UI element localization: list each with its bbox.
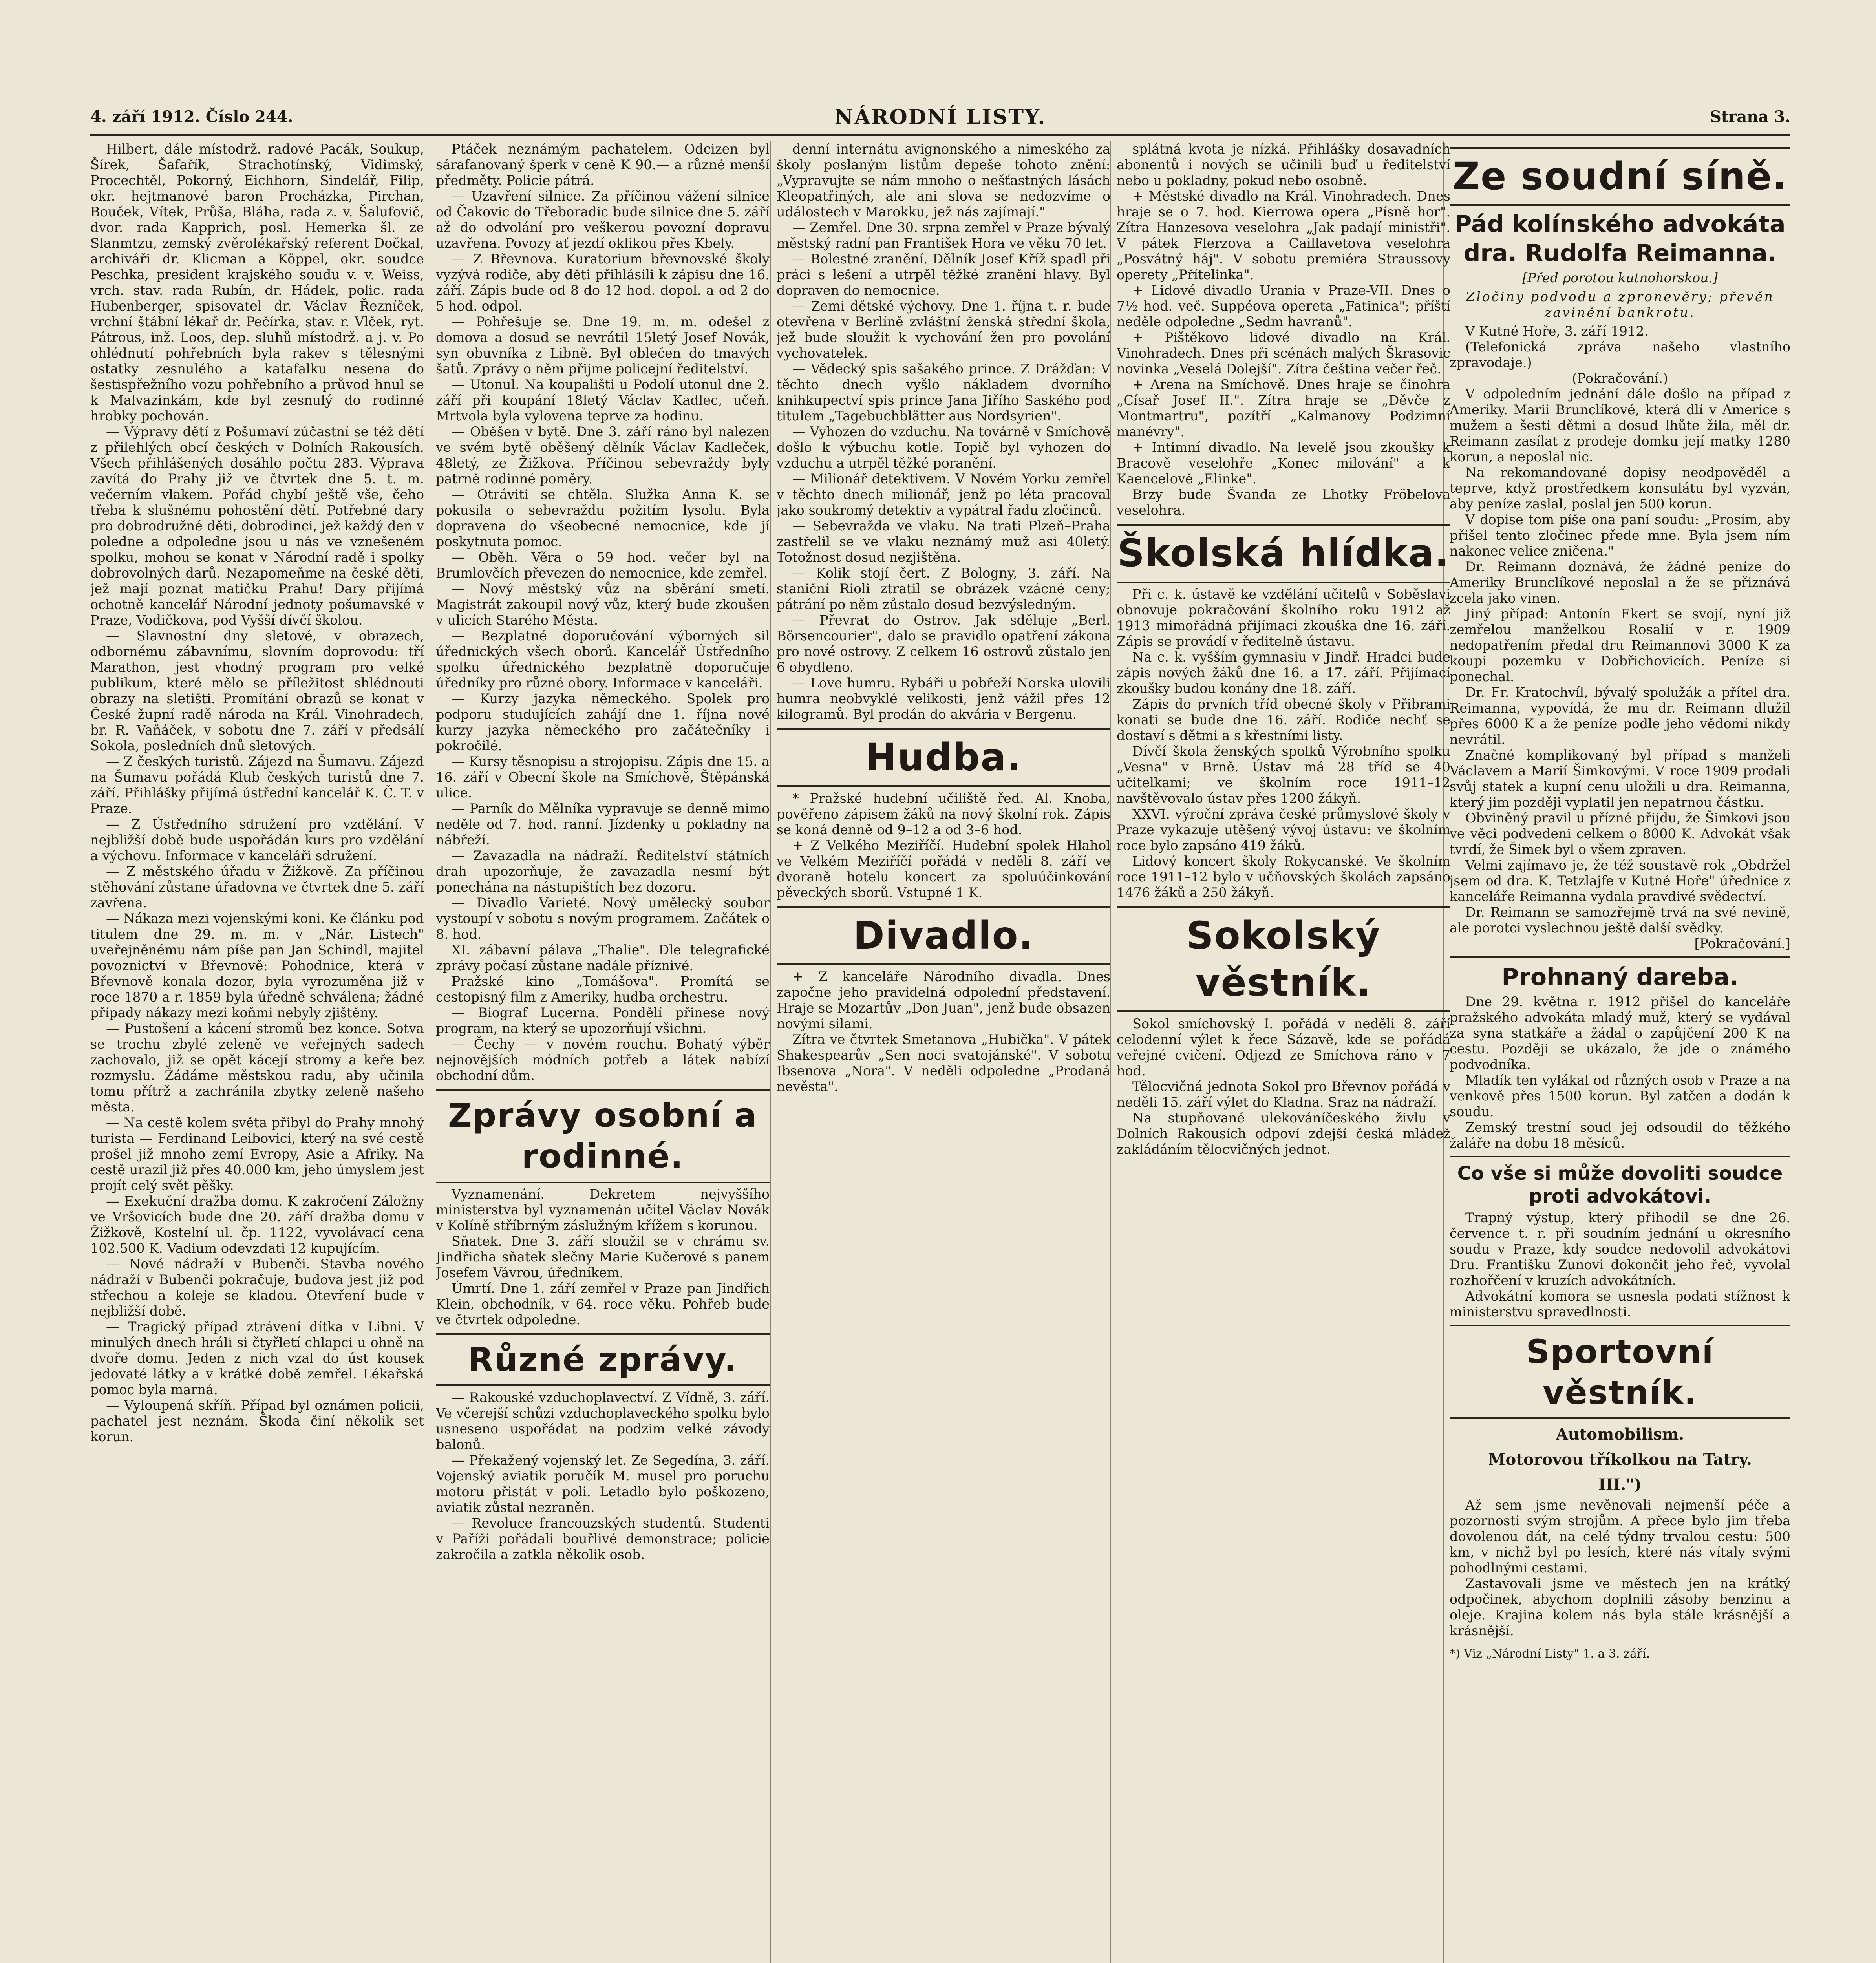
- news-paragraph: — Z Ústředního sdružení pro vzdělání. V nejbližší době bude uspořádán kurs pro vzdělání a výchovu. Informace v kanceláři sdružení.: [90, 817, 424, 863]
- news-paragraph: — Oběšen v bytě. Dne 3. září ráno byl nalezen ve svém bytě oběšený dělník Václav Kadleček, 48letý, ze Žižkova. Příčinou sebevraždy byly patrně rodinné poměry.: [436, 424, 770, 486]
- news-paragraph: Dr. Reimann doznává, že žádné peníze do Ameriky Brunclíkové neposlal a že se přiznává zcela jako vinen.: [1450, 559, 1790, 606]
- news-paragraph: Vyznamenání. Dekretem nejvyššího ministerstva byl vyznamenán učitel Václav Novák v Kolíně stříbrným záslužným křížem s korunou.: [436, 1186, 770, 1233]
- news-paragraph: Zemský trestní soud jej odsoudil do těžkého žaláře na dobu 18 měsíců.: [1450, 1120, 1790, 1151]
- section-title-personal-news: Zprávy osobní a rodinné.: [436, 1089, 770, 1183]
- news-paragraph: Trapný výstup, který přihodil se dne 26. července t. r. při soudním jednání u okresního soudu v Praze, kdy soudce nedovolil advokátovi Dru. Františku Zunovi dokončit jeho řeč, vyvolal rozhořčení v kruzích advokátních.: [1450, 1210, 1790, 1288]
- issue-dateline: 4. září 1912. Číslo 244.: [90, 108, 293, 126]
- article-part: III."): [1598, 1475, 1642, 1494]
- news-paragraph: — Pustošení a kácení stromů bez konce. Sotva se trochu zbylé zeleně ve veřejných sadech zachovalo, již se opět kácejí stromy a keře bez rozmyslu. Žádáme městskou radu, aby učinila tomu přítrž a zachránila zbytky zeleně našeho města.: [90, 1021, 424, 1115]
- news-paragraph: — Vědecký spis sašakého prince. Z Drážďan: V těchto dnech vyšlo nákladem dvorního knihkupectví spis prince Jana Jiřího Saského pod titulem „Tagebuchblätter aus Nordsyrien".: [777, 361, 1110, 424]
- news-paragraph: Velmi zajímavo je, že též soustavě rok „Obdržel jsem od dra. K. Tetzlajfe v Kutné Hoře" úřednice z kanceláře Reimanna vydala pravdivé svědectví.: [1450, 857, 1790, 904]
- article-subtitle: [Před porotou kutnohorskou.]: [1522, 270, 1718, 285]
- article-title: Motorovou tříkolkou na Tatry.: [1488, 1450, 1752, 1469]
- section-title-school-watch: Školská hlídka.: [1117, 524, 1450, 583]
- news-paragraph: — Oběh. Věra o 59 hod. večer byl na Brumlovčích převezen do nemocnice, kde zemřel.: [436, 550, 770, 581]
- news-paragraph: — Z městského úřadu v Žižkově. Za příčinou stěhování zůstane úřadovna ve čtvrtek dne 5. září zavřena.: [90, 864, 424, 910]
- news-paragraph: Na stupňované ulekováníčeského živlu v Dolních Rakousích odpoví zdejší česká mládež zakládáním tělocvičných jednot.: [1117, 1110, 1450, 1157]
- news-paragraph: + Arena na Smíchově. Dnes hraje se činohra „Císař Josef II.". Zítra hraje se „Děvče z Montmartru", pozítří „Kalmanovy Podzimní manévry".: [1117, 377, 1450, 439]
- news-paragraph: — Slavnostní dny sletové, v obrazech, odbornému zábavnímu, slovním doprovodu: tří Marathon, jest vhodný program pro velké publikum, které mělo se příležitost shlédnouti obrazy na sletišti. Promítání obrazů se konat v České župní radě národa na Král. Vinohradech, br. R. Vaňáček, v sobotu dne 7. září v předsálí Sokola, posledních dnů sletových.: [90, 628, 424, 753]
- column-4: [1117, 141, 1450, 1963]
- page-number: Strana 3.: [1710, 108, 1790, 126]
- news-paragraph: — Překažený vojenský let. Ze Segedína, 3. září. Vojenský aviatik poručík M. musel pro poruchu motoru přistát v poli. Letadlo bylo poškozeno, aviatik zůstal nezraněn.: [436, 1453, 770, 1515]
- news-paragraph: — Pohřešuje se. Dne 19. m. m. odešel z domova a dosud se nevrátil 15letý Josef Novák, syn obuvníka z Libně. Byl oblečen do tmavých šatů. Zprávy o něm přijme policejní ředitelství.: [436, 314, 770, 377]
- article-place-date: V Kutné Hoře, 3. září 1912.: [1465, 324, 1649, 339]
- column-divider: [1110, 141, 1111, 1963]
- section-title-theatre: Divadlo.: [777, 906, 1110, 965]
- news-paragraph: Dr. Reimann se samozřejmě trvá na své nevině, ale porotci vyslechnou ještě další svědky.: [1450, 905, 1790, 936]
- section-divider: [1450, 1156, 1790, 1157]
- news-paragraph: XI. zábavní pálava „Thalie". Dle telegrafické zprávy počasí zůstane nadále příznivé.: [436, 942, 770, 973]
- news-paragraph: — Sebevražda ve vlaku. Na trati Plzeň–Praha zastřelil se ve vlaku neznámý muž asi 40letý. Totožnost dosud nezjištěna.: [777, 518, 1110, 565]
- news-paragraph: XXVI. výroční zpráva české průmyslové školy v Praze vykazuje utěšený vývoj ústavu: ve školním roce bylo zapsáno 419 žáků.: [1117, 806, 1450, 853]
- news-paragraph: Sňatek. Dne 3. září sloužil se v chrámu sv. Jindřicha sňatek slečny Marie Kučerové s panem Josefem Vávrou, úředníkem.: [436, 1234, 770, 1280]
- news-paragraph: — Revoluce francouzských studentů. Studenti v Paříži pořádali bouřlivé demonstrace; policie zakročila a zatkla několik osob.: [436, 1515, 770, 1562]
- news-paragraph: V odpoledním jednání dále došlo na případ z Ameriky. Marii Brunclíkové, která dlí v Americe s mužem a šesti dětmi a dosud lhůte žila, měl dr. Reimann zasílat z prodeje domku její matky 1280 korun, a neposlal nic.: [1450, 386, 1790, 464]
- news-paragraph: — Bezplatné doporučování výborných sil úřednických všech oborů. Kancelář Ústředního spolku úřednického bezplatně doporučuje úředníky pro různé obory. Informace v kanceláři.: [436, 628, 770, 691]
- news-paragraph: Dne 29. května r. 1912 přišel do kanceláře pražského advokáta mladý muž, který se vydával za syna statkáře a žádal o zapůjčení 200 K na cestu. Později se ukázalo, že jde o známého podvodníka.: [1450, 994, 1790, 1072]
- news-paragraph: * Pražské hudební učiliště řed. Al. Knoba, pověřeno zápisem žáků na nový školní rok. Zápis se koná denně od 9–12 a od 3–6 hod.: [777, 791, 1110, 837]
- news-paragraph: — Výpravy dětí z Pošumaví zúčastní se též dětí z přilehlých obcí českých v Dolních Rakousích. Všech přihlášených dosáhlo počtu 283. Výprava zavítá do Prahy již ve čtvrtek dne 5. t. m. večerním vlakem. Pořád chybí ještě vše, čeho třeba k slušnému pohostění dětí. Potřebné dary pro dobrodružné děti, dobrodinci, jež každý den v poledne a odpoledne jsou u nás ve vznešeném spolku, mohou se konat v Národní radě i spolky dobrovolných darů. Nezapomeňme na české děti, jež mají poznat matičku Prahu! Dary přijímá ochotně kancelář Národní jednoty pošumavské v Praze, Vodičkova, pod Vyšší dívčí školou.: [90, 424, 424, 628]
- news-paragraph: — Kolik stojí čert. Z Bologny, 3. září. Na staniční Rioli ztratil se obrázek vzácné ceny; pátrání po něm zůstalo dosud bezvýsledným.: [777, 565, 1110, 612]
- news-paragraph: denní internátu avignonského a nimeského za školy poslaným listům depeše tohoto znění: „Vypravujte se nám mnoho o nešťastných lásách Kleopatřiných, ale ani slova se nedozvíme o událostech v Marokku, jež nás zajímají.": [777, 141, 1110, 219]
- news-paragraph: Na c. k. vyšším gymnasiu v Jindř. Hradci bude zápis nových žáků dne 16. a 17. září. Přijímací zkoušky budou konány dne 18. září.: [1117, 649, 1450, 696]
- news-paragraph: Zítra ve čtvrtek Smetanova „Hubička". V pátek Shakespearův „Sen noci svatojánské". V sobotu Ibsenova „Nora". V neděli odpoledne „Prodaná nevěsta".: [777, 1032, 1110, 1094]
- news-paragraph: Tělocvičná jednota Sokol pro Břevnov pořádá v neděli 15. září výlet do Kladna. Sraz na nádraží.: [1117, 1079, 1450, 1110]
- news-paragraph: Obviněný pravil u přízné přijdu, že Šimkovi jsou ve věci podvedeni celkem o 8000 K. Advokát však tvrdí, že Šimek byl o všem zpraven.: [1450, 810, 1790, 857]
- news-paragraph: — Biograf Lucerna. Pondělí přinese nový program, na který se upozorňují všichni.: [436, 1005, 770, 1036]
- news-paragraph: Úmrtí. Dne 1. září zemřel v Praze pan Jindřich Klein, obchodník, v 64. roce věku. Pohřeb bude ve čtvrtek odpoledne.: [436, 1281, 770, 1327]
- news-paragraph: Hilbert, dále místodrž. radové Pacák, Soukup, Šírek, Šafařík, Strachotínský, Vidimský, Procechtěl, Pokorný, Eichhorn, Sindelář, Filip, okr. hejtmanové baron Procházka, Pirchan, Bouček, Vítek, Průša, Bláha, rada z. v. Šalufovič, dvor. rada Kapprich, posl. Hemerka šl. ze Slanmtzu, zemský zvěrolékařský referent Dočkal, archiváři dr. Klicman a Köppel, okr. soudce Peschka, president krajského soudu v. v. Weiss, vrch. stav. rada Rubín, dr. Hádek, polic. rada Hubenberger, spisovatel dr. Václav Řezníček, vrchní štábní lékař dr. Pečírka, stav. r. Vlček, ryt. Pátrous, inž. Loos, dep. sluhů místodrž. a j. v. Po ohlédnutí pohřebních byla rakev s tělesnými ostatky zesnulého a katafalku nesena do šestispřežního vozu pohřebního a průvod hnul se k Malvazinkám, kde byl zesnulý do rodinné hrobky pochován.: [90, 141, 424, 424]
- news-paragraph: Dr. Fr. Kratochvíl, bývalý spolužák a přítel dra. Reimanna, vypovídá, že mu dr. Reimann dlužil přes 6000 K a že peníze podle jeho vědomí nikdy nevrátil.: [1450, 685, 1790, 747]
- news-paragraph: — Zemi dětské výchovy. Dne 1. října t. r. bude otevřena v Berlíně zvláštní ženská střední škola, jež bude sloužit k vychování žen pro povolání vychovatelek.: [777, 298, 1110, 361]
- news-paragraph: + Městské divadlo na Král. Vinohradech. Dnes hraje se o 7. hod. Kierrowa opera „Písně hor". Zítra Hanzesova veselohra „Jak padají ministři". V pátek Flerzova a Caillavetova veselohra „Posvátný háj". V sobotu premiéra Straussovy operety „Přítelinka".: [1117, 188, 1450, 282]
- news-paragraph: Sokol smíchovský I. pořádá v neděli 8. září celodenní výlet k řece Sázavě, kde se pořádá veřejné cvičení. Odjezd ze Smíchova ráno v 7 hod.: [1117, 1016, 1450, 1078]
- article-lead: Zločiny podvodu a zpronevěry; převěn zavinění bankrotu.: [1466, 289, 1774, 320]
- news-paragraph: — Čechy — v novém rouchu. Bohatý výběr nejnovějších módních potřeb a látek nabízí obchodní dům.: [436, 1036, 770, 1083]
- column-divider: [770, 141, 771, 1963]
- news-paragraph: — Utonul. Na koupališti u Podolí utonul dne 2. září při koupání 18letý Václav Kadlec, učeň. Mrtvola byla vylovena teprve za hodinu.: [436, 377, 770, 424]
- news-paragraph: + Z Velkého Meziříčí. Hudební spolek Hlahol ve Velkém Meziříčí pořádá v neděli 8. září ve dvoraně hotelu koncert za spoluúčinkování pěveckých sborů. Vstupné 1 K.: [777, 838, 1110, 900]
- section-title-music: Hudba.: [777, 728, 1110, 787]
- news-paragraph: — Z českých turistů. Zájezd na Šumavu. Zájezd na Šumavu pořádá Klub českých turistů dne 7. září. Přihlášky přijímá ústřední kancelář K. Č. T. v Praze.: [90, 754, 424, 816]
- news-paragraph: Při c. k. ústavě ke vzdělání učitelů v Soběslavi obnovuje pokračování školního roku 1912 až 1913 mimořádná přijímací zkouška dne 16. září. Zápis se provádí v ředitelně ústavu.: [1117, 587, 1450, 649]
- column-5: [1450, 141, 1790, 1963]
- newspaper-title: NÁRODNÍ LISTY.: [834, 105, 1046, 129]
- masthead-rule: [90, 134, 1790, 136]
- news-paragraph: — Zavazadla na nádraží. Ředitelství státních drah upozorňuje, že zavazadla nesmí být ponechána na nástupištích bez dozoru.: [436, 848, 770, 895]
- subsection-title: Automobilism.: [1556, 1425, 1684, 1444]
- news-paragraph: — Exekuční dražba domu. K zakročení Záložny ve Vršovicích bude dne 20. září dražba domu v Žižkově, Kostelní ul. čp. 1122, vyvolávací cena 102.500 K. Vadium odevzdati 12 kupujícím.: [90, 1194, 424, 1256]
- news-paragraph: Zápis do prvních tříd obecné školy v Přibrami konati se bude dne 16. září. Rodiče nechť se dostaví s dětmi a s křestními listy.: [1117, 696, 1450, 743]
- news-paragraph: — Nový městský vůz na sběrání smetí. Magistrát zakoupil nový vůz, který bude zkoušen v ulicích Starého Města.: [436, 581, 770, 628]
- news-paragraph: — Kurzy jazyka německého. Spolek pro podporu studujících zahájí dne 1. října nové kurzy jazyka německého pro začátečníky i pokročilé.: [436, 691, 770, 753]
- news-paragraph: — Uzavření silnice. Za příčinou vážení silnice od Čakovic do Třeboradic bude silnice dne 5. září až do odvolání pro veškerou povozní dopravu uzavřena. Povozy ať jezdí oklikou přes Kbely.: [436, 188, 770, 251]
- footnote: *) Viz „Národní Listy" 1. a 3. září.: [1450, 1643, 1790, 1661]
- news-paragraph: — Z Břevnova. Kuratorium břevnovské školy vyzývá rodiče, aby děti přihlásili k zápisu dne 16. září. Zápis bude od 8 do 12 hod. dopol. a od 2 do 5 hod. odpol.: [436, 251, 770, 314]
- news-paragraph: Pražské kino „Tomášova". Promítá se cestopisný film z Ameriky, hudba orchestru.: [436, 974, 770, 1005]
- news-paragraph: — Kursy těsnopisu a strojopisu. Zápis dne 15. a 16. září v Obecní škole na Smíchově, Štěpánská ulice.: [436, 754, 770, 801]
- news-paragraph: Zastavovali jsme ve městech jen na krátký odpočinek, abychom doplnili zásoby benzinu a oleje. Krajina kolem nás byla stále krásnější a krásnější.: [1450, 1576, 1790, 1638]
- news-paragraph: Na rekomandované dopisy neodpověděl a teprve, když prostředkem konsulátu byl vyzván, aby peníze zaslal, poslal jen 500 korun.: [1450, 465, 1790, 512]
- news-paragraph: Lidový koncert školy Rokycanské. Ve školním roce 1911–12 bylo v učňovských školách zapsáno 1476 žáků a 250 žákyň.: [1117, 854, 1450, 900]
- news-paragraph: — Rakouské vzduchoplavectví. Z Vídně, 3. září. Ve včerejší schůzi vzduchoplaveckého spolku bylo usneseno uspořádat na podzim velké závody balonů.: [436, 1390, 770, 1452]
- news-paragraph: Mladík ten vylákal od různých osob v Praze a na venkově přes 1500 korun. Byl zatčen a dodán k soudu.: [1450, 1073, 1790, 1119]
- news-paragraph: — Tragický případ ztrávení dítka v Libni. V minulých dnech hráli si čtyřletí chlapci u ohně na dvoře domu. Jeden z nich vzal do úst kousek jedovaté látky a v krátké době zemřel. Lékařská pomoc byla marná.: [90, 1319, 424, 1397]
- section-title-sokol-bulletin: Sokolský věstník.: [1117, 906, 1450, 1012]
- news-paragraph: — Nákaza mezi vojenskými koni. Ke článku pod titulem dne 29. m. m. v „Nár. Listech" uveřejněnému nám píše pan Jan Schindl, majitel povoznictví v Břevnově: Pohodnice, která v Břevnově konala dozor, byla vyrozuměna již v roce 1870 a r. 1859 byla úředně schválena; žádné případy nákazy mezi koňmi nebyly zjištěny.: [90, 911, 424, 1020]
- news-paragraph: — Otráviti se chtěla. Služka Anna K. se pokusila o sebevraždu požitím lysolu. Byla dopravena do všeobecné nemocnice, kde jí poskytnuta pomoc.: [436, 487, 770, 549]
- news-paragraph: + Lidové divadlo Urania v Praze-VII. Dnes o 7½ hod. več. Suppéova opereta „Fatinica"; příští neděle odpoledne „Sedm havranů".: [1117, 283, 1450, 329]
- news-paragraph: — Nové nádraží v Bubenči. Stavba nového nádraží v Bubenči pokračuje, budova jest již pod střechou a koleje se kladou. Otevření bude v nejbližší době.: [90, 1256, 424, 1319]
- news-paragraph: — Převrat do Ostrov. Jak sděluje „Berl. Börsencourier", dalo se pravidlo opatření zákona pro nové ostrovy. Z celkem 16 ostrovů zůstalo jen 6 obydleno.: [777, 612, 1110, 675]
- news-paragraph: + Pištěkovo lidové divadlo na Král. Vinohradech. Dnes při scénách malých Škrasovic novinka „Veselá Dolejší". Zítra čeština večer řeč.: [1117, 330, 1450, 377]
- article-title: Co vše si může dovoliti soudce proti advokátovi.: [1457, 1162, 1783, 1207]
- article-title: Pád kolínského advokáta dra. Rudolfa Reimanna.: [1454, 210, 1786, 267]
- column-2: [436, 141, 770, 1963]
- news-paragraph: Dívčí škola ženských spolků Výrobního spolku „Vesna" v Brně. Ústav má 28 tříd se 40 učitelkami; ve školním roce 1911–12 navštěvovalo ústav přes 1200 žákyň.: [1117, 744, 1450, 806]
- news-paragraph: — Vyloupená skříň. Případ byl oznámen policii, pachatel jest neznám. Škoda činí několik set korun.: [90, 1398, 424, 1444]
- news-paragraph: Jiný případ: Antonín Ekert se svojí, nyní již zemřelou manželkou Rosalií v r. 1909 nedopatřením předal dru Reimannovi 3000 K za koupi pozemku v Dobřichovicích. Peníze si ponechal.: [1450, 606, 1790, 684]
- news-paragraph: splátná kvota je nízká. Přihlášky dosavadních abonentů i nových se učinili buď u ředitelství nebo u pokladny, pokud nebo osobně.: [1117, 141, 1450, 188]
- article-title: Prohnaný dareba.: [1501, 963, 1739, 991]
- news-paragraph: Až sem jsme nevěnovali nejmenší péče a pozornosti svým strojům. A přece bylo jim třeba dovolenou dát, na celé týdny trvalou cestu: 500 km, v nichž byl po lesích, které nás vítaly svými pohodlnými cestami.: [1450, 1497, 1790, 1576]
- news-paragraph: — Zemřel. Dne 30. srpna zemřel v Praze bývalý městský radní pan František Hora ve věku 70 let.: [777, 220, 1110, 251]
- news-paragraph: + Intimní divadlo. Na levelě jsou zkoušky k Bracově veselohře „Konec milování" a k Kaencelově „Elinke".: [1117, 440, 1450, 486]
- article-continuation: (Pokračování.): [1572, 371, 1668, 386]
- section-divider: [1450, 956, 1790, 958]
- news-paragraph: — Na cestě kolem světa přibyl do Prahy mnohý turista — Ferdinand Leibovici, který na své cestě prošel již mnoho zemí Evropy, Asie a Afriky. Na cestě urazil již přes 40.000 km, jeho úmyslem jest projít celý svět pěšky.: [90, 1115, 424, 1193]
- news-paragraph: — Bolestné zranění. Dělník Josef Kříž spadl při práci s lešení a utrpěl těžké zranění hlavy. Byl dopraven do nemocnice.: [777, 251, 1110, 298]
- news-paragraph: — Love humru. Rybáři u pobřeží Norska ulovili humra neobvyklé velikosti, jenž vážil přes 12 kilogramů. Byl prodán do akvária v Bergenu.: [777, 675, 1110, 722]
- section-title-sports: Sportovní věstník.: [1450, 1325, 1790, 1419]
- masthead: [90, 105, 1790, 133]
- news-paragraph: — Parník do Mělníka vypravuje se denně mimo neděle od 7. hod. ranní. Jízdenky u pokladny na nábřeží.: [436, 801, 770, 848]
- news-paragraph: V dopise tom píše ona paní soudu: „Prosím, aby přišel tento zločinec přede mne. Byla jsem ním nakonec velice zničena.": [1450, 512, 1790, 559]
- article-end-note: [Pokračování.]: [1694, 936, 1790, 951]
- news-paragraph: Značné komplikovaný byl případ s manželi Václavem a Marií Šimkovými. V roce 1909 prodali svůj statek a kupní cenu uložili u dra. Reimanna, který jim později vyplatil jen nepatrnou částku.: [1450, 748, 1790, 810]
- news-paragraph: Brzy bude Švanda ze Lhotky Fröbelova veselohra.: [1117, 487, 1450, 518]
- news-paragraph: Advokátní komora se usnesla podati stížnost k ministerstvu spravedlnosti.: [1450, 1289, 1790, 1320]
- section-title-courtroom: Ze soudní síně.: [1450, 147, 1790, 206]
- column-1: [90, 141, 424, 1963]
- news-paragraph: Ptáček neznámým pachatelem. Odcizen byl sárafanovaný šperk v ceně K 90.— a různé menší předměty. Policie pátrá.: [436, 141, 770, 188]
- section-title-various-news: Různé zprávy.: [436, 1333, 770, 1386]
- column-3: [777, 141, 1110, 1963]
- news-paragraph: — Divadlo Varieté. Nový umělecký soubor vystoupí v sobotu s novým programem. Začátek o 8. hod.: [436, 895, 770, 942]
- news-paragraph: — Milionář detektivem. V Novém Yorku zemřel v těchto dnech milionář, jenž po léta pracoval jako soukromý detektiv a vypátral řadu zločinců.: [777, 471, 1110, 518]
- news-paragraph: + Z kanceláře Národního divadla. Dnes započne jeho pravidelná odpolední představení. Hraje se Mozartův „Don Juan", jenž bude obsazen novými silami.: [777, 969, 1110, 1031]
- news-paragraph: — Vyhozen do vzduchu. Na továrně v Smíchově došlo k výbuchu kotle. Topič byl vyhozen do vzduchu a utrpěl těžké poranění.: [777, 424, 1110, 471]
- article-note: (Telefonická zpráva našeho vlastního zpravodaje.): [1450, 339, 1790, 370]
